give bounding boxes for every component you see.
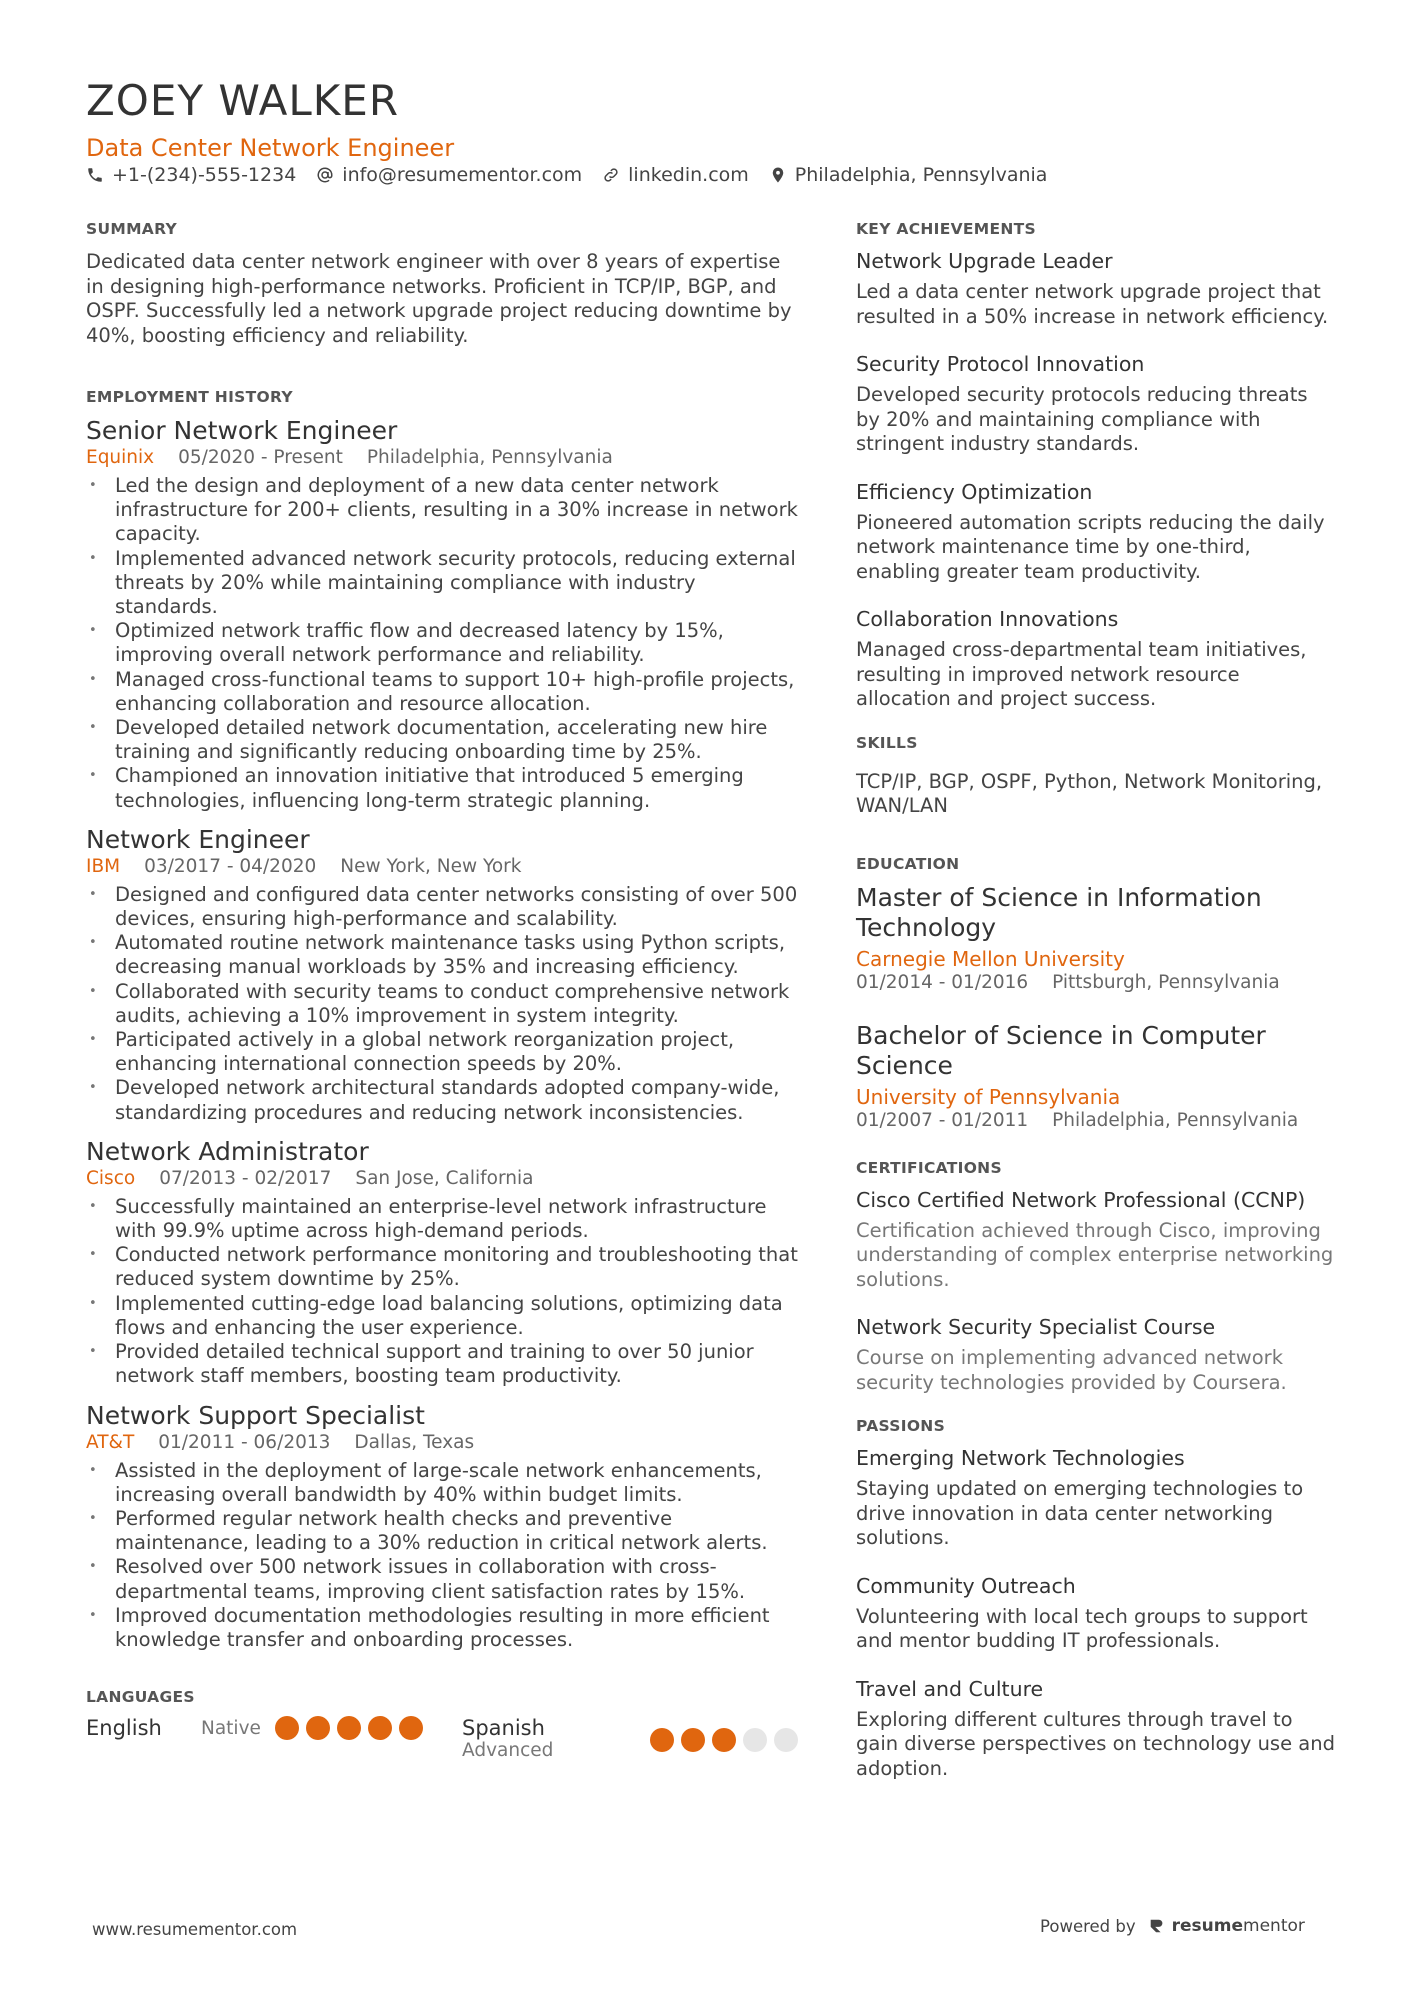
job-bullet: • Implemented advanced network security protocols, reducing external threats by 20% while maintaining compliance with industry standards. — [86, 547, 798, 620]
education-meta — [856, 1109, 1336, 1133]
rating-dot-empty — [743, 1728, 767, 1752]
job-company: AT&T — [86, 1431, 135, 1453]
education-item — [856, 883, 1336, 995]
job-meta — [86, 1431, 798, 1455]
education-heading: EDUCATION — [856, 854, 960, 873]
achievement-text: Pioneered automation scripts reducing the daily network maintenance time by one-third, enabling greater team productivity. — [856, 510, 1325, 583]
left-column — [86, 220, 798, 1761]
job-title-headline: Data Center Network Engineer — [86, 134, 455, 162]
summary-heading: SUMMARY — [86, 220, 178, 238]
skills-text: TCP/IP, BGP, OSPF, Python, Network Monitoring, WAN/LAN — [856, 769, 1323, 817]
powered-by-label: Powered by — [1040, 1916, 1136, 1936]
rating-dot-filled — [681, 1728, 705, 1752]
achievement-text: Managed cross-departmental team initiatives, resulting in improved network resource allocation and project success. — [856, 638, 1307, 710]
languages-row — [86, 1716, 798, 1761]
contact-bar — [86, 164, 1047, 186]
right-column — [856, 220, 1336, 1803]
brand-name-bold: resume — [1171, 1916, 1244, 1936]
language-level: Native — [201, 1717, 261, 1739]
education-location: Philadelphia, Pennsylvania — [1052, 1109, 1299, 1131]
education-degree: Bachelor of Science in Computer Science — [856, 1020, 1266, 1080]
language-item — [86, 1716, 462, 1740]
certification-item — [856, 1314, 1336, 1395]
job-bullet: • Performed regular network health checks and preventive maintenance, leading to a 30% reduction in critical network alerts. — [86, 1507, 798, 1555]
phone-text: +1-(234)-555-1234 — [112, 164, 297, 186]
job-location: San Jose, California — [355, 1167, 534, 1189]
contact-phone — [86, 164, 296, 186]
certification-text: Certification achieved through Cisco, improving understanding of complex enterprise networking solutions. — [856, 1218, 1334, 1291]
resumementor-logo-icon — [1148, 1917, 1166, 1935]
passion-text: Staying updated on emerging technologies to drive innovation in data center networking solutions. — [856, 1477, 1304, 1549]
passion-title: Emerging Network Technologies — [856, 1446, 1185, 1470]
job-entry — [86, 416, 798, 813]
job-bullets — [86, 1195, 798, 1389]
location-pin-icon — [769, 166, 787, 184]
education-section — [856, 855, 1336, 1133]
location-text: Philadelphia, Pennsylvania — [794, 164, 1048, 186]
job-dates: 05/2020 - Present — [178, 447, 343, 468]
language-level: Advanced — [462, 1740, 554, 1762]
job-bullet: • Developed network architectural standards adopted company-wide, standardizing procedures and reducing network inconsistencies. — [86, 1076, 798, 1124]
certifications-heading: CERTIFICATIONS — [856, 1158, 1002, 1177]
brand-name-light: mentor — [1243, 1916, 1305, 1936]
education-dates: 01/2007 - 01/2011 — [856, 1109, 1029, 1131]
job-bullet: • Optimized network traffic flow and decreased latency by 15%, improving overall network performance and reliability. — [86, 619, 798, 667]
job-dates: 07/2013 - 02/2017 — [159, 1167, 332, 1189]
passion-text: Exploring different cultures through travel to gain diverse perspectives on technology use and adoption. — [856, 1707, 1335, 1780]
education-degree: Master of Science in Information Technology — [856, 882, 1262, 942]
achievement-title: Collaboration Innovations — [856, 607, 1119, 631]
rating-dot-filled — [306, 1716, 330, 1740]
job-meta — [86, 855, 798, 879]
contact-email[interactable] — [316, 164, 582, 186]
language-name: Spanish — [462, 1716, 545, 1741]
achievement-title: Network Upgrade Leader — [856, 249, 1113, 273]
passions-heading: PASSIONS — [856, 1417, 946, 1435]
at-icon — [316, 166, 334, 184]
email-text[interactable]: info@resumementor.com — [342, 164, 583, 186]
achievement-text: Developed security protocols reducing threats by 20% and maintaining compliance with stringent industry standards. — [856, 383, 1308, 455]
job-location: Philadelphia, Pennsylvania — [366, 447, 613, 468]
linkedin-text[interactable]: linkedin.com — [628, 164, 749, 186]
certification-text: Course on implementing advanced network security technologies provided by Coursera. — [856, 1346, 1287, 1394]
education-item — [856, 1021, 1336, 1133]
job-bullets — [86, 1459, 798, 1653]
achievements-heading: KEY ACHIEVEMENTS — [856, 220, 1037, 238]
job-meta — [86, 1167, 798, 1191]
job-location: Dallas, Texas — [354, 1431, 475, 1453]
job-entry — [86, 1401, 798, 1653]
job-bullet: • Resolved over 500 network issues in collaboration with cross-departmental teams, improving client satisfaction rates by 15%. — [86, 1555, 798, 1603]
candidate-name: ZOEY WALKER — [86, 76, 399, 125]
rating-dot-filled — [337, 1716, 361, 1740]
passion-item — [856, 1573, 1336, 1654]
summary-text: Dedicated data center network engineer with over 8 years of expertise in designing high-performance networks. Proficient in TCP/IP, BGP, and OSPF. Successfully led a network upgrade project reducing downtime by 40%, boosting efficiency and reliability. — [86, 250, 792, 347]
education-dates: 01/2014 - 01/2016 — [856, 971, 1029, 993]
job-title: Network Support Specialist — [86, 1400, 425, 1430]
achievement-text: Led a data center network upgrade project that resulted in a 50% increase in network efficiency. — [856, 280, 1329, 328]
language-rating — [650, 1728, 798, 1752]
job-bullet: • Managed cross-functional teams to support 10+ high-profile projects, enhancing collaboration and resource allocation. — [86, 668, 798, 716]
language-name: English — [86, 1716, 162, 1741]
job-bullet: • Implemented cutting-edge load balancing solutions, optimizing data flows and enhancing the user experience. — [86, 1292, 798, 1340]
passions-section — [856, 1417, 1336, 1781]
achievement-item — [856, 606, 1336, 712]
certification-title: Cisco Certified Network Professional (CCNP) — [856, 1187, 1306, 1212]
job-entry — [86, 825, 798, 1125]
passion-text: Volunteering with local tech groups to support and mentor budding IT professionals. — [856, 1604, 1308, 1652]
phone-icon — [86, 166, 104, 184]
job-bullets — [86, 474, 798, 813]
job-title: Network Engineer — [86, 824, 310, 854]
job-bullet: • Developed detailed network documentation, accelerating new hire training and significantly reducing onboarding time by 25%. — [86, 716, 798, 764]
skills-section — [856, 734, 1336, 819]
language-rating — [275, 1716, 423, 1740]
job-bullet: • Successfully maintained an enterprise-level network infrastructure with 99.9% uptime across high-demand periods. — [86, 1195, 798, 1243]
employment-heading: EMPLOYMENT HISTORY — [86, 388, 293, 406]
job-bullet: • Championed an innovation initiative that introduced 5 emerging technologies, influencing long-term strategic planning. — [86, 764, 798, 812]
job-bullet: • Provided detailed technical support and training to over 50 junior network staff members, boosting team productivity. — [86, 1340, 798, 1388]
achievement-item — [856, 248, 1336, 329]
languages-heading: LANGUAGES — [86, 1688, 195, 1707]
contact-location — [769, 164, 1048, 186]
job-bullet: • Assisted in the deployment of large-scale network enhancements, increasing overall bandwidth by 40% within budget limits. — [86, 1459, 798, 1507]
summary-section — [86, 220, 798, 348]
job-bullet: • Improved documentation methodologies resulting in more efficient knowledge transfer and onboarding processes. — [86, 1604, 798, 1652]
job-bullets — [86, 883, 798, 1125]
language-item — [462, 1716, 798, 1761]
rating-dot-empty — [774, 1728, 798, 1752]
job-meta — [86, 446, 798, 470]
job-dates: 01/2011 - 06/2013 — [158, 1431, 331, 1453]
languages-section — [86, 1688, 798, 1761]
job-title: Network Administrator — [86, 1136, 369, 1166]
language-label-group — [462, 1716, 650, 1761]
job-bullet: • Designed and configured data center networks consisting of over 500 devices, ensuring high-performance and scalability. — [86, 883, 798, 931]
job-company: Cisco — [86, 1167, 136, 1189]
footer-website[interactable]: www.resumementor.com — [92, 1920, 298, 1939]
certifications-section — [856, 1159, 1336, 1396]
certification-title: Network Security Specialist Course — [856, 1315, 1216, 1339]
footer-powered-by — [1040, 1916, 1305, 1936]
rating-dot-filled — [368, 1716, 392, 1740]
brand-logo[interactable] — [1148, 1916, 1305, 1936]
job-company: IBM — [86, 855, 121, 877]
rating-dot-filled — [650, 1728, 674, 1752]
education-school: Carnegie Mellon University — [856, 946, 1125, 971]
achievement-item — [856, 479, 1336, 585]
job-bullet: • Automated routine network maintenance tasks using Python scripts, decreasing manual workloads by 35% and increasing efficiency. — [86, 931, 798, 979]
job-company: Equinix — [86, 447, 155, 468]
passion-item — [856, 1445, 1336, 1551]
education-meta — [856, 971, 1336, 995]
contact-linkedin[interactable] — [602, 164, 749, 186]
education-location: Pittsburgh, Pennsylvania — [1052, 971, 1280, 993]
certification-item — [856, 1187, 1336, 1293]
achievement-item — [856, 351, 1336, 457]
rating-dot-filled — [399, 1716, 423, 1740]
passion-title: Community Outreach — [856, 1573, 1076, 1598]
job-dates: 03/2017 - 04/2020 — [144, 855, 317, 877]
job-bullet: • Collaborated with security teams to conduct comprehensive network audits, achieving a 10% improvement in system integrity. — [86, 980, 798, 1028]
education-school: University of Pennsylvania — [856, 1084, 1121, 1109]
job-entry — [86, 1137, 798, 1389]
job-bullet: • Participated actively in a global network reorganization project, enhancing international connection speeds by 20%. — [86, 1028, 798, 1076]
achievement-title: Efficiency Optimization — [856, 479, 1093, 504]
employment-section — [86, 388, 798, 1652]
job-location: New York, New York — [340, 855, 522, 877]
skills-heading: SKILLS — [856, 733, 918, 752]
rating-dot-filled — [712, 1728, 736, 1752]
passion-item — [856, 1676, 1336, 1782]
job-title: Senior Network Engineer — [86, 416, 398, 445]
job-bullet: • Conducted network performance monitoring and troubleshooting that reduced system downtime by 25%. — [86, 1243, 798, 1291]
achievements-section — [856, 220, 1336, 712]
passion-title: Travel and Culture — [856, 1676, 1044, 1701]
rating-dot-filled — [275, 1716, 299, 1740]
achievement-title: Security Protocol Innovation — [856, 352, 1145, 376]
link-icon — [602, 166, 620, 184]
job-bullet: • Led the design and deployment of a new data center network infrastructure for 200+ clients, resulting in a 30% increase in network capacity. — [86, 474, 798, 547]
